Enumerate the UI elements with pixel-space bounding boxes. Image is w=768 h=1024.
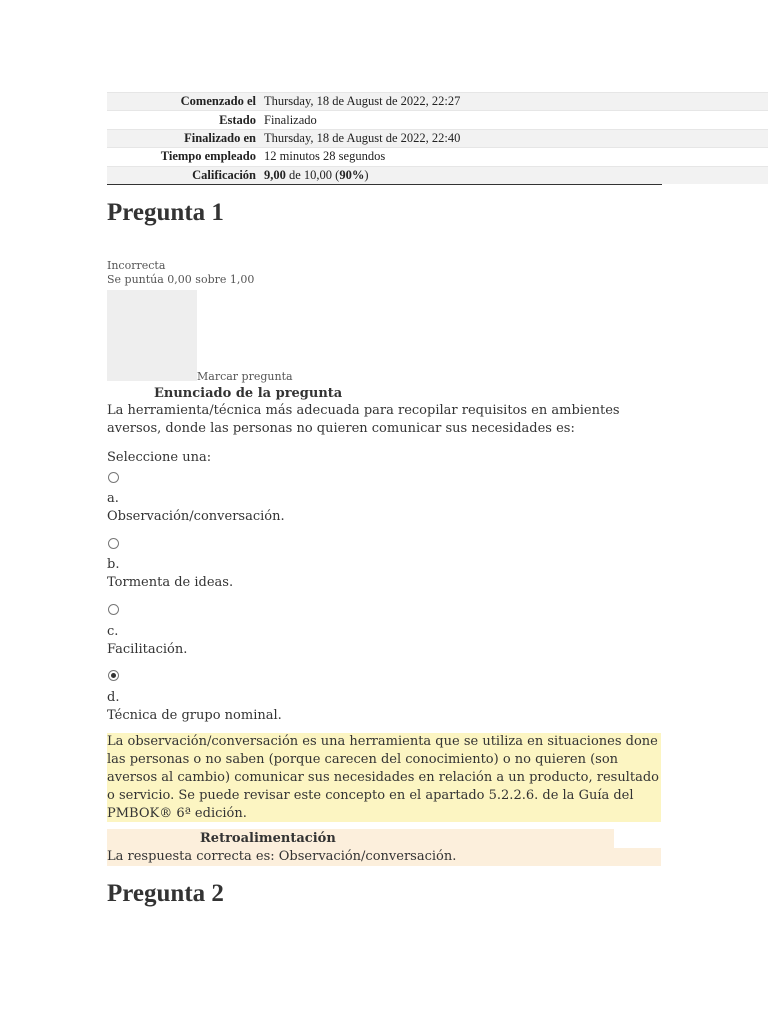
option-a-radio[interactable] <box>108 472 119 483</box>
grade-mid: de 10,00 ( <box>285 167 340 182</box>
flag-question-link[interactable]: Marcar pregunta <box>197 370 293 383</box>
summary-label: Finalizado en <box>107 129 262 147</box>
grade-score: 9,00 <box>264 167 286 182</box>
question-1-title: Pregunta 1 <box>107 199 224 226</box>
option-b-text: Tormenta de ideas. <box>107 575 234 590</box>
option-c-text: Facilitación. <box>107 642 188 657</box>
grade-percent: 90% <box>339 167 365 182</box>
summary-value: Thursday, 18 de August de 2022, 22:27 <box>262 93 768 111</box>
summary-label: Comenzado el <box>107 93 262 111</box>
general-feedback: La observación/conversación es una herramienta que se utiliza en situaciones done las personas o no saben (porque carecen del conocimiento) o no quieren (son aversos al cambio) comunicar sus necesidades en relación a un producto, resultado o servicio. Se puede revisar este concepto en el apartado 5.2.2.6. de la Guía del PMBOK® 6ª edición. <box>107 733 661 822</box>
summary-label: Estado <box>107 111 262 129</box>
option-d-letter: d. <box>107 690 120 705</box>
feedback-heading-box <box>107 829 614 848</box>
option-a-text: Observación/conversación. <box>107 509 285 524</box>
option-d-text: Técnica de grupo nominal. <box>107 708 282 723</box>
question-2-title: Pregunta 2 <box>107 880 224 907</box>
question-heading: Enunciado de la pregunta <box>154 386 343 401</box>
rule-mask <box>662 184 768 186</box>
summary-value: Finalizado <box>262 111 768 129</box>
select-prompt: Seleccione una: <box>107 450 212 465</box>
correct-answer-feedback: La respuesta correcta es: Observación/conversación. <box>107 848 661 866</box>
grade-value <box>262 166 768 184</box>
option-b-letter: b. <box>107 557 120 572</box>
option-c-radio[interactable] <box>108 604 119 615</box>
summary-row <box>107 93 768 111</box>
option-d-radio[interactable] <box>108 670 119 681</box>
question-points: Se puntúa 0,00 sobre 1,00 <box>107 273 255 286</box>
question-info-box <box>107 290 197 381</box>
summary-value: 12 minutos 28 segundos <box>262 148 768 166</box>
summary-row <box>107 148 768 166</box>
option-b-radio[interactable] <box>108 538 119 549</box>
summary-row <box>107 129 768 147</box>
grade-end: ) <box>364 167 369 182</box>
option-c-letter: c. <box>107 624 119 639</box>
feedback-heading: Retroalimentación <box>200 831 336 846</box>
summary-row <box>107 166 768 184</box>
attempt-summary-table <box>107 92 768 185</box>
summary-row <box>107 111 768 129</box>
question-text: La herramienta/técnica más adecuada para recopilar requisitos en ambientes aversos, donde las personas no quieren comunicar sus necesidades es: <box>107 403 620 436</box>
summary-label: Calificación <box>107 166 262 184</box>
summary-value: Thursday, 18 de August de 2022, 22:40 <box>262 129 768 147</box>
question-status: Incorrecta <box>107 259 166 272</box>
option-a-letter: a. <box>107 491 119 506</box>
summary-label: Tiempo empleado <box>107 148 262 166</box>
